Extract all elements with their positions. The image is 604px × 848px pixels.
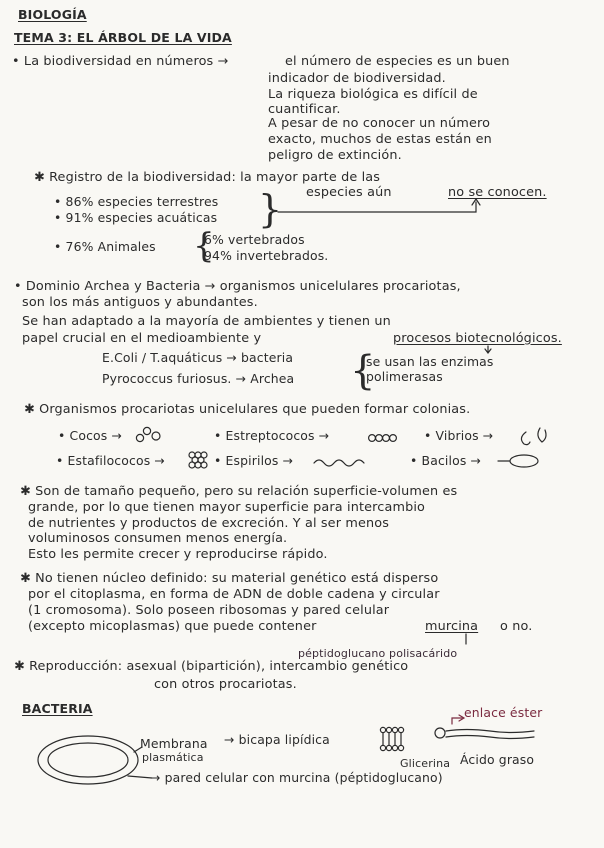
tamano-line: ✱ Son de tamaño pequeño, pero su relación superficie-volumen es <box>20 484 458 499</box>
dominio-line: • Dominio Archea y Bacteria → organismos unicelulares procariotas, <box>14 279 461 294</box>
membrana-label: Membrana <box>140 736 208 751</box>
reproduccion-line: con otros procariotas. <box>154 677 297 692</box>
nucleo-line: (excepto micoplasmas) que puede contener <box>28 619 317 634</box>
lipid-bilayer-icon <box>380 727 403 750</box>
registro-underlined: no se conocen. <box>448 185 547 200</box>
bacterium-cell-icon <box>38 736 152 784</box>
dominio-example: E.Coli / T.aquáticus → bacteria <box>102 350 294 365</box>
nucleo-line: o no. <box>500 619 533 634</box>
registro-invertebrados: 94% invertebrados. <box>204 248 329 263</box>
reproduccion-line: ✱ Reproducción: asexual (bipartición), intercambio genético <box>14 659 409 674</box>
dominio-polimerasas: polimerasas <box>366 369 443 384</box>
pared-label: → pared celular con murcina (péptidoglucano) <box>150 770 443 785</box>
registro-acuaticas: • 91% especies acuáticas <box>54 210 218 225</box>
colonia-cocos: • Cocos → <box>58 428 122 443</box>
vibrio-icon <box>521 428 546 445</box>
colonia-bacilos: • Bacilos → <box>410 453 482 468</box>
brace-left: { <box>350 348 376 394</box>
dominio-line: Se han adaptado a la mayoría de ambientes y tienen un <box>22 314 391 329</box>
subject-title: BIOLOGÍA <box>18 7 87 22</box>
colonias-title: ✱ Organismos procariotas unicelulares que pueden formar colonias. <box>24 402 471 417</box>
spirillum-icon <box>314 460 364 466</box>
dominio-example: Pyrococcus furiosus. → Archea <box>102 371 295 386</box>
nucleo-line: por el citoplasma, en forma de ADN de doble cadena y circular <box>28 587 440 602</box>
lipid-molecule-icon <box>435 715 534 739</box>
nucleo-line: ✱ No tienen núcleo definido: su material genético está disperso <box>20 571 439 586</box>
enlace-label: enlace éster <box>464 705 543 720</box>
bicapa-label: → bicapa lipídica <box>224 732 330 747</box>
intro-lead: • La biodiversidad en números → <box>12 54 229 69</box>
colonia-vibrios: • Vibrios → <box>424 428 494 443</box>
tamano-line: de nutrientes y productos de excreción. Y al ser menos <box>28 516 390 531</box>
registro-animales: • 76% Animales <box>54 239 156 254</box>
intro-line: exacto, muchos de estas están en <box>268 132 492 147</box>
tamano-line: Esto les permite crecer y reproducirse rápido. <box>28 547 328 562</box>
topic-title: TEMA 3: EL ÁRBOL DE LA VIDA <box>14 30 232 45</box>
streptococcus-chain-icon <box>369 435 397 442</box>
bacteria-title: BACTERIA <box>22 701 93 716</box>
glicerina-label: Glicerina <box>400 757 451 770</box>
cocos-icon <box>136 427 160 441</box>
registro-terrestres: • 86% especies terrestres <box>54 194 219 209</box>
brace-right: } <box>258 187 283 231</box>
staphylococcus-cluster-icon <box>189 452 207 468</box>
intro-line: cuantificar. <box>268 102 341 117</box>
brace-left: { <box>193 226 215 266</box>
colonia-espirilos: • Espirilos → <box>214 453 294 468</box>
intro-line: La riqueza biológica es difícil de <box>268 87 478 102</box>
dominio-underlined: procesos biotecnológicos. <box>393 331 562 346</box>
intro-line: peligro de extinción. <box>268 148 402 163</box>
colonia-estafilococos: • Estafilococos → <box>56 453 165 468</box>
nucleo-line: (1 cromosoma). Solo poseen ribosomas y pared celular <box>28 603 390 618</box>
intro-line: A pesar de no conocer un número <box>268 116 491 131</box>
acido-label: Ácido graso <box>460 752 535 767</box>
nucleo-annotation: péptidoglucano polisacárido <box>298 647 458 660</box>
intro-line: el número de especies es un buen <box>285 54 510 69</box>
registro-vertebrados: 6% vertebrados <box>204 232 305 247</box>
colonia-estreptococos: • Estreptococos → <box>214 428 330 443</box>
dominio-enzimas: se usan las enzimas <box>366 354 494 369</box>
plasmatica-label: plasmática <box>142 751 204 764</box>
registro-line: especies aún <box>306 185 392 200</box>
tamano-line: grande, por lo que tienen mayor superficie para intercambio <box>28 500 426 515</box>
bacillus-icon <box>498 455 538 467</box>
intro-line: indicador de biodiversidad. <box>268 71 446 86</box>
tamano-line: voluminosos consumen menos energía. <box>28 531 288 546</box>
dominio-line: son los más antiguos y abundantes. <box>22 295 258 310</box>
registro-line: ✱ Registro de la biodiversidad: la mayor parte de las <box>34 170 381 185</box>
nucleo-murcina: murcina <box>425 619 479 634</box>
dominio-line: papel crucial en el medioambiente y <box>22 331 262 346</box>
registro-arrow <box>278 202 476 212</box>
